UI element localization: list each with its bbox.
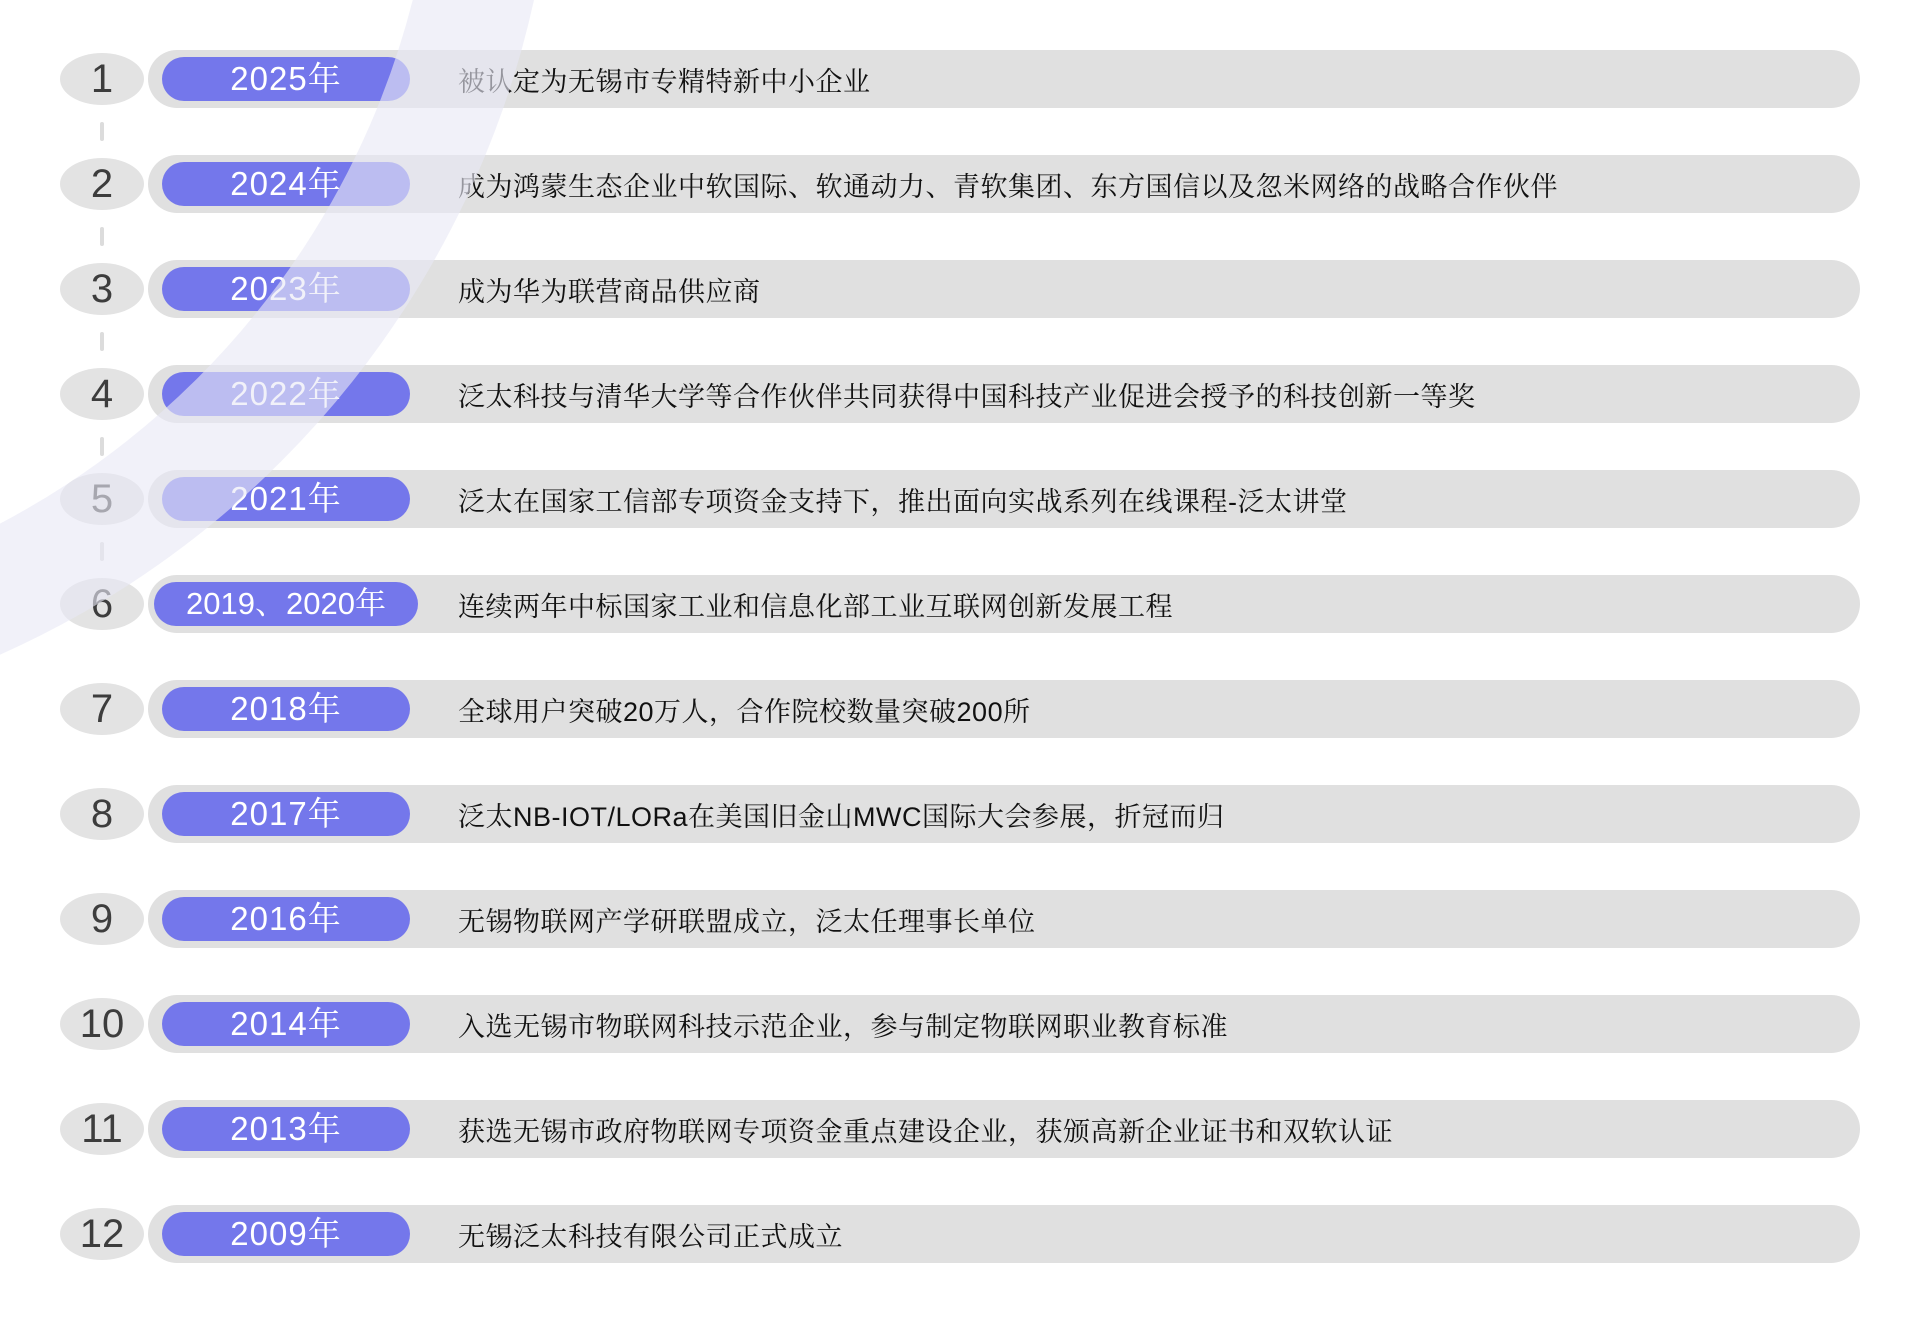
step-number-column (56, 575, 148, 633)
milestone-bar (148, 995, 1860, 1053)
timeline-row (0, 1205, 1915, 1263)
milestone-bar (148, 155, 1860, 213)
milestone-bar (148, 1205, 1860, 1263)
year-pill: 2024年 (162, 162, 410, 206)
timeline-connector (100, 332, 104, 351)
step-number-badge: 12 (60, 1208, 144, 1260)
year-pill: 2022年 (162, 372, 410, 416)
milestone-description: 无锡泛太科技有限公司正式成立 (458, 1221, 843, 1252)
milestone-bar (148, 260, 1860, 318)
year-pill: 2013年 (162, 1107, 410, 1151)
year-pill: 2023年 (162, 267, 410, 311)
step-number-badge: 10 (60, 998, 144, 1050)
timeline-row (0, 680, 1915, 738)
timeline-row (0, 785, 1915, 843)
milestone-description: 入选无锡市物联网科技示范企业，参与制定物联网职业教育标准 (458, 1011, 1228, 1042)
milestone-bar (148, 680, 1860, 738)
milestone-description: 连续两年中标国家工业和信息化部工业互联网创新发展工程 (458, 591, 1173, 622)
year-pill: 2019、2020年 (154, 582, 418, 626)
milestone-description: 无锡物联网产学研联盟成立，泛太任理事长单位 (458, 906, 1036, 937)
year-pill: 2016年 (162, 897, 410, 941)
milestone-bar (148, 785, 1860, 843)
timeline-connector (100, 227, 104, 246)
step-number-badge: 1 (60, 53, 144, 105)
step-number-badge: 4 (60, 368, 144, 420)
step-number-badge: 6 (60, 578, 144, 630)
step-number-badge: 5 (60, 473, 144, 525)
timeline-row (0, 470, 1915, 528)
timeline-row (0, 1100, 1915, 1158)
milestone-description: 全球用户突破20万人，合作院校数量突破200所 (458, 696, 1031, 727)
step-number-column (56, 260, 148, 318)
milestone-bar (148, 1100, 1860, 1158)
milestone-bar (148, 470, 1860, 528)
step-number-badge: 8 (60, 788, 144, 840)
step-number-column (56, 1205, 148, 1263)
timeline-connector (100, 437, 104, 456)
year-pill: 2025年 (162, 57, 410, 101)
year-pill: 2021年 (162, 477, 410, 521)
timeline-row (0, 50, 1915, 108)
step-number-badge: 7 (60, 683, 144, 735)
timeline-connector (100, 542, 104, 561)
timeline-row (0, 260, 1915, 318)
step-number-badge: 9 (60, 893, 144, 945)
milestone-description: 泛太在国家工信部专项资金支持下，推出面向实战系列在线课程-泛太讲堂 (458, 486, 1348, 517)
milestone-description: 泛太科技与清华大学等合作伙伴共同获得中国科技产业促进会授予的科技创新一等奖 (458, 381, 1476, 412)
step-number-badge: 3 (60, 263, 144, 315)
year-pill: 2018年 (162, 687, 410, 731)
milestone-description: 获选无锡市政府物联网专项资金重点建设企业，获颁高新企业证书和双软认证 (458, 1116, 1393, 1147)
timeline-row (0, 890, 1915, 948)
timeline-row (0, 365, 1915, 423)
milestone-description: 成为鸿蒙生态企业中软国际、软通动力、青软集团、东方国信以及忽米网络的战略合作伙伴 (458, 171, 1558, 202)
timeline-row (0, 995, 1915, 1053)
year-pill: 2017年 (162, 792, 410, 836)
step-number-badge: 2 (60, 158, 144, 210)
step-number-column (56, 995, 148, 1053)
timeline-row (0, 575, 1915, 633)
milestone-description: 泛太NB-IOT/LORa在美国旧金山MWC国际大会参展，折冠而归 (458, 801, 1225, 832)
milestone-description: 成为华为联营商品供应商 (458, 276, 761, 307)
step-number-column (56, 365, 148, 423)
timeline-connector (100, 122, 104, 141)
step-number-column (56, 155, 148, 213)
year-pill: 2009年 (162, 1212, 410, 1256)
step-number-column (56, 1100, 148, 1158)
step-number-column (56, 890, 148, 948)
timeline-row (0, 155, 1915, 213)
step-number-column (56, 680, 148, 738)
milestone-description: 被认定为无锡市专精特新中小企业 (458, 66, 871, 97)
step-number-column (56, 470, 148, 528)
year-pill: 2014年 (162, 1002, 410, 1046)
milestone-bar (148, 365, 1860, 423)
step-number-column (56, 785, 148, 843)
milestone-bar (148, 50, 1860, 108)
milestone-bar (148, 575, 1860, 633)
step-number-column (56, 50, 148, 108)
step-number-badge: 11 (60, 1103, 144, 1155)
milestone-bar (148, 890, 1860, 948)
